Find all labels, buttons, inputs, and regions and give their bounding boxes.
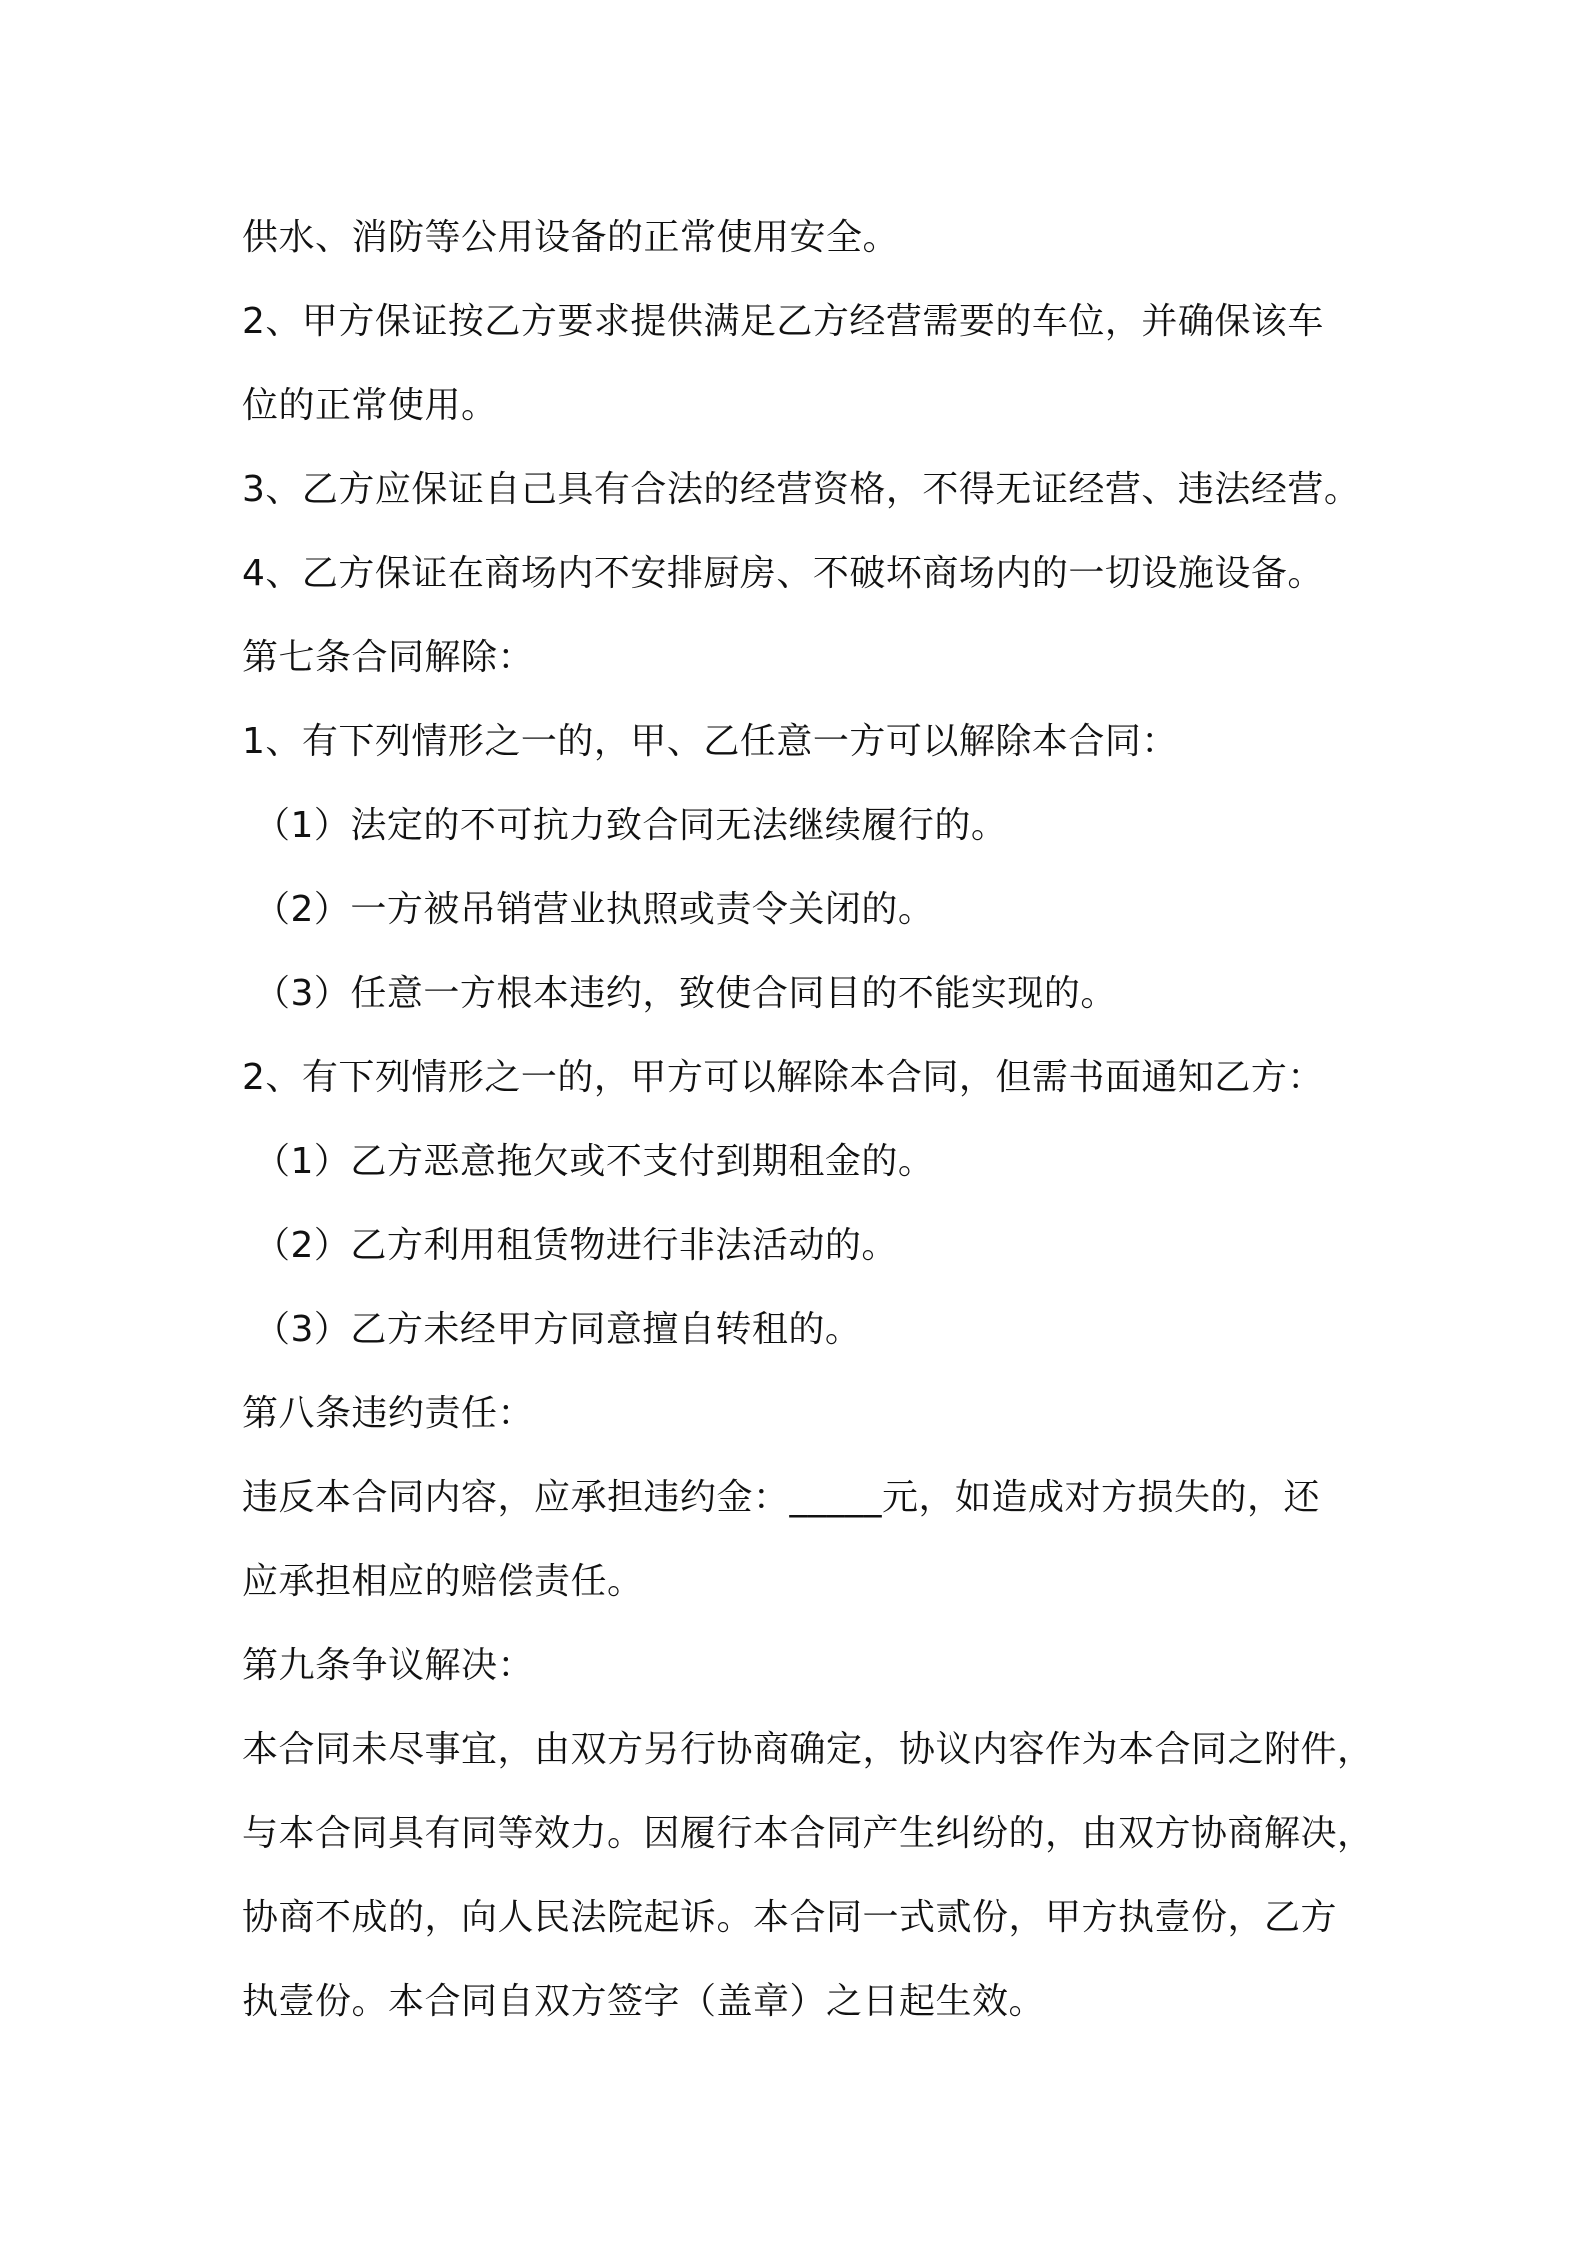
text-line-dispute-4: 执壹份。本合同自双方签字（盖章）之日起生效。 (242, 1981, 1046, 2022)
text-line-continuation: 供水、消防等公用设备的正常使用安全。 (242, 217, 900, 258)
list-item: （3）乙方未经甲方同意擅自转租的。 (254, 1309, 862, 1350)
section-heading-article-8: 第八条违约责任： (242, 1393, 535, 1434)
document-body (242, 196, 1374, 2044)
section-heading-article-9: 第九条争议解决： (242, 1645, 535, 1686)
list-item: （3）任意一方根本违约，致使合同目的不能实现的。 (254, 973, 1117, 1014)
list-item: （1）法定的不可抗力致合同无法继续履行的。 (254, 805, 1008, 846)
text-line-clause-3: 3、乙方应保证自己具有合法的经营资格，不得无证经营、违法经营。 (242, 469, 1361, 510)
text-line-dispute-2: 与本合同具有同等效力。因履行本合同产生纠纷的，由双方协商解决， (242, 1813, 1374, 1854)
list-item: （2）一方被吊销营业执照或责令关闭的。 (254, 889, 935, 930)
text-line-clause-2: 2、甲方保证按乙方要求提供满足乙方经营需要的车位，并确保该车 (242, 301, 1324, 342)
list-item: （2）乙方利用租赁物进行非法活动的。 (254, 1225, 898, 1266)
text-line-clause-4: 4、乙方保证在商场内不安排厨房、不破坏商场内的一切设施设备。 (242, 553, 1324, 594)
text-line-breach: 违反本合同内容，应承担违约金：_____元，如造成对方损失的，还 (242, 1477, 1321, 1518)
text-line-dispute-3: 协商不成的，向人民法院起诉。本合同一式贰份，甲方执壹份，乙方 (242, 1897, 1338, 1938)
text-line-breach-cont: 应承担相应的赔偿责任。 (242, 1561, 644, 1602)
text-line-termination-2: 2、有下列情形之一的，甲方可以解除本合同，但需书面通知乙方： (242, 1057, 1324, 1098)
text-line-dispute-1: 本合同未尽事宜，由双方另行协商确定，协议内容作为本合同之附件， (242, 1729, 1374, 1770)
text-line-termination-1: 1、有下列情形之一的，甲、乙任意一方可以解除本合同： (242, 721, 1178, 762)
section-heading-article-7: 第七条合同解除： (242, 637, 535, 678)
text-line-clause-2-cont: 位的正常使用。 (242, 385, 498, 426)
list-item: （1）乙方恶意拖欠或不支付到期租金的。 (254, 1141, 935, 1182)
